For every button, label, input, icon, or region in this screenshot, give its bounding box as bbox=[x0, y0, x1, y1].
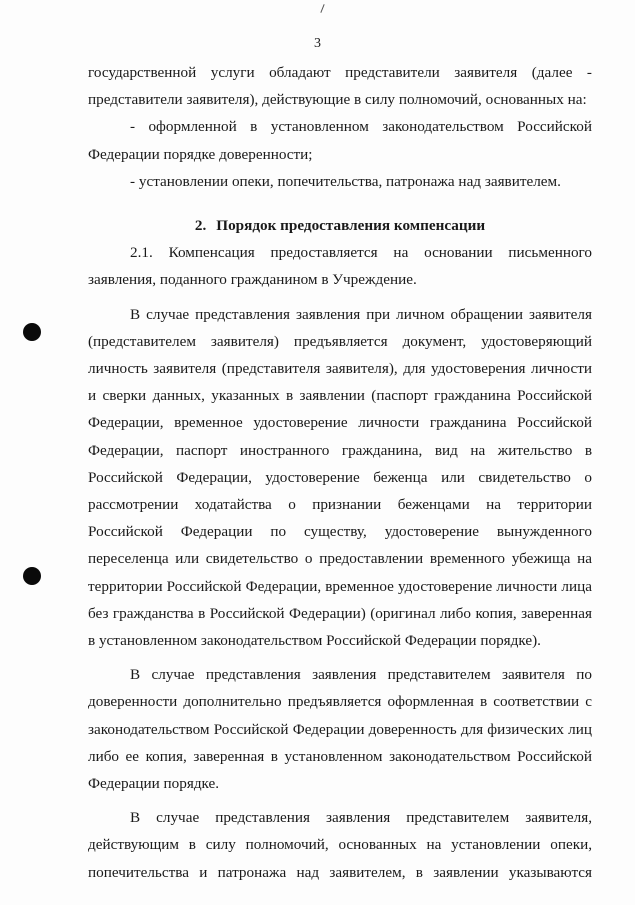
paragraph-2-1: 2.1. Компенсация предоставляется на основании письменного заявления, поданного гражданином в Учреждение. bbox=[88, 244, 592, 289]
punch-hole-top bbox=[23, 323, 41, 341]
scan-mark bbox=[320, 4, 324, 13]
document-body bbox=[88, 59, 592, 886]
section-title: Порядок предоставления компенсации bbox=[216, 217, 486, 235]
section-number: 2. bbox=[194, 217, 207, 235]
paragraph-continuation: государственной услуги обладают представители заявителя (далее - представители заявителя), действующие в силу полномочий, основанных на: bbox=[88, 64, 592, 109]
paragraph-list-item-guardianship: - установлении опеки, попечительства, патронажа над заявителем. bbox=[130, 172, 561, 190]
page-number: 3 bbox=[314, 36, 321, 51]
punch-hole-bottom bbox=[23, 567, 41, 585]
section-heading bbox=[88, 212, 592, 239]
paragraph-list-item-power-of-attorney: - оформленной в установленном законодательством Российской Федерации порядке доверенности; bbox=[88, 118, 592, 163]
paragraph-power-of-attorney: В случае представления заявления представителем заявителя по доверенности дополнительно предъявляется оформленная в соответствии с законодательством Российской Федерации доверенность для физических лиц либо ее копия, заверенная в установленном законодательством Российской Федерации порядке. bbox=[88, 666, 592, 793]
paragraph-personal-application: В случае представления заявления при личном обращении заявителя (представителем заявителя) предъявляется документ, удостоверяющий личность заявителя (представителя заявителя), для удостоверения личности и сверки данных, указанных в заявлении (паспорт гражданина Российской Федерации, временное удостоверение личности гражданина Российской Федерации, паспорт иностранного гражданина, вид на жительство в Российской Федерации, удостоверение беженца или свидетельство о рассмотрении ходатайства о признании беженцами на территории Российской Федерации по существу, удостоверение вынужденного переселенца или свидетельство о предоставлении временного убежища на территории Российской Федерации, временное удостоверение личности лица без гражданства в Российской Федерации) (оригинал либо копия, заверенная в установленном законодательством Российской Федерации порядке). bbox=[88, 305, 592, 650]
paragraph-guardianship: В случае представления заявления представителем заявителя, действующим в силу полномочий, основанных на установлении опеки, попечительства и патронажа над заявителем, в заявлении указываются bbox=[88, 809, 592, 881]
